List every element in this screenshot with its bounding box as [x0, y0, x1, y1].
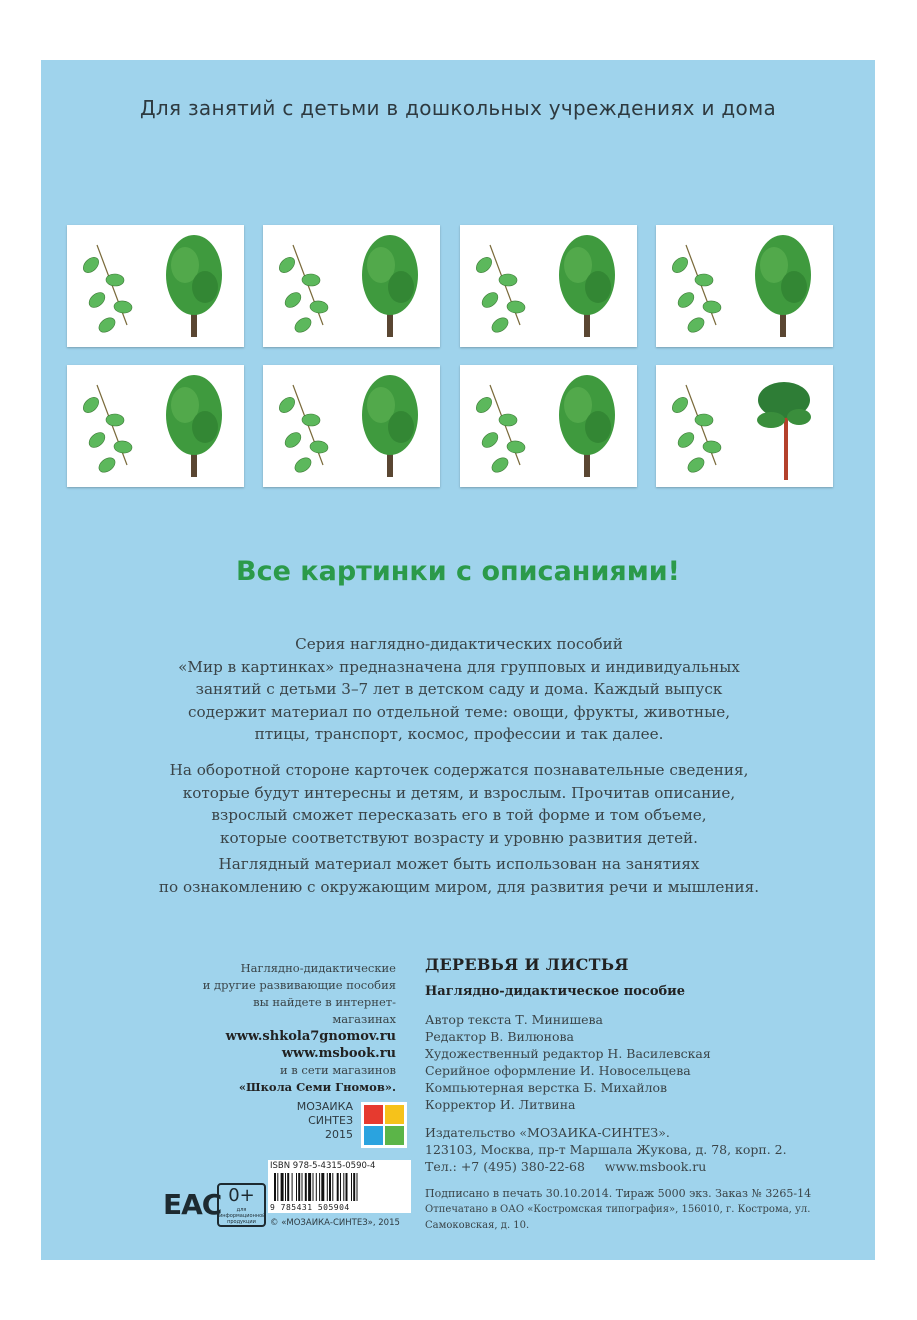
store-chain-name: «Школа Семи Гномов». [238, 1080, 396, 1094]
eac-mark: EAC [163, 1188, 222, 1221]
credit-line: Художественный редактор Н. Василевская [425, 1046, 711, 1061]
age-rating-note: для информационной продукции [219, 1207, 266, 1225]
stores-line: Наглядно-дидактические [240, 961, 396, 975]
stores-line: и в сети магазинов [279, 1063, 396, 1077]
credit-line: Автор текста Т. Минишева [425, 1012, 603, 1027]
tree-card-5 [67, 365, 244, 487]
desc-line: Серия наглядно-дидактических пособий [295, 635, 623, 653]
desc-line: взрослый сможет пересказать его в той форме и том объеме, [211, 806, 707, 824]
tree-card-4 [656, 225, 833, 347]
publisher-line: Тел.: +7 (495) 380-22-68 www.msbook.ru [425, 1159, 707, 1174]
age-rating: 0+ [228, 1185, 255, 1206]
description-paragraph-3 [129, 853, 789, 898]
desc-line: птицы, транспорт, космос, профессии и так далее. [254, 725, 664, 743]
header-text: Для занятий с детьми в дошкольных учреждениях и дома [139, 96, 777, 120]
publisher-name [261, 1100, 353, 1142]
desc-line: На оборотной стороне карточек содержатся познавательные сведения, [169, 761, 749, 779]
description-paragraph-2 [129, 759, 789, 849]
stores-info [191, 960, 396, 1096]
publisher-line: Издательство «МОЗАИКА-СИНТЕЗ». [425, 1125, 670, 1140]
barcode-digits: 9 785431 505904 [270, 1203, 350, 1212]
credit-line: Редактор В. Вилюнова [425, 1029, 575, 1044]
age-rating-badge [217, 1183, 266, 1227]
tree-card-3 [460, 225, 637, 347]
book-back-cover [41, 60, 875, 1260]
imprint-block [425, 955, 865, 1234]
print-info-line: Отпечатано в ОАО «Костромская типография», 156010, г. Кострома, ул. Самоковская, д. 10. [425, 1204, 811, 1231]
desc-line: которые будут интересны и детям, и взрослым. Прочитав описание, [182, 783, 736, 802]
pine-card-8 [656, 365, 833, 487]
headline: Все картинки с описаниями! [236, 556, 680, 587]
stores-line: вы найдете в интернет-магазинах [253, 995, 396, 1026]
publisher-logo [361, 1102, 407, 1148]
isbn-number: ISBN 978-5-4315-0590-4 [270, 1161, 376, 1171]
desc-line: занятий с детьми 3–7 лет в детском саду и дома. Каждый выпуск [195, 680, 723, 698]
tree-card-7 [460, 365, 637, 487]
book-title: ДЕРЕВЬЯ И ЛИСТЬЯ [425, 955, 629, 974]
book-subtitle: Наглядно-дидактическое пособие [425, 984, 686, 999]
store-website-1: www.shkola7gnomov.ru [225, 1029, 396, 1044]
credit-line: Корректор И. Литвина [425, 1097, 576, 1112]
publisher-name-line: СИНТЕЗ [308, 1114, 353, 1127]
publisher-name-line: МОЗАИКА [296, 1100, 353, 1113]
copyright-text: © «МОЗАИКА-СИНТЕЗ», 2015 [270, 1218, 400, 1228]
isbn-barcode [268, 1160, 411, 1213]
print-info-line: Подписано в печать 30.10.2014. Тираж 5000 экз. Заказ № 3265-14 [425, 1187, 812, 1200]
tree-card-2 [263, 225, 440, 347]
publisher-year: 2015 [325, 1128, 353, 1141]
publisher-line: 123103, Москва, пр-т Маршала Жукова, д. 78, корп. 2. [425, 1142, 787, 1157]
barcode-graphic [274, 1173, 405, 1201]
desc-line: содержит материал по отдельной теме: овощи, фрукты, животные, [187, 702, 731, 721]
desc-line: которые соответствуют возрасту и уровню развития детей. [219, 828, 699, 847]
tree-card-6 [263, 365, 440, 487]
store-website-2: www.msbook.ru [281, 1046, 396, 1061]
desc-line: «Мир в картинках» предназначена для групповых и индивидуальных [178, 657, 740, 676]
desc-line: по ознакомлению с окружающим миром, для развития речи и мышления. [158, 877, 760, 896]
credit-line: Серийное оформление И. Новосельцева [425, 1063, 691, 1078]
tree-card-1 [67, 225, 244, 347]
desc-line: Наглядный материал может быть использован на занятиях [218, 855, 700, 873]
credit-line: Компьютерная верстка Б. Михайлов [425, 1080, 668, 1095]
stores-line: и другие развивающие пособия [202, 978, 396, 992]
description-paragraph-1 [129, 633, 789, 746]
